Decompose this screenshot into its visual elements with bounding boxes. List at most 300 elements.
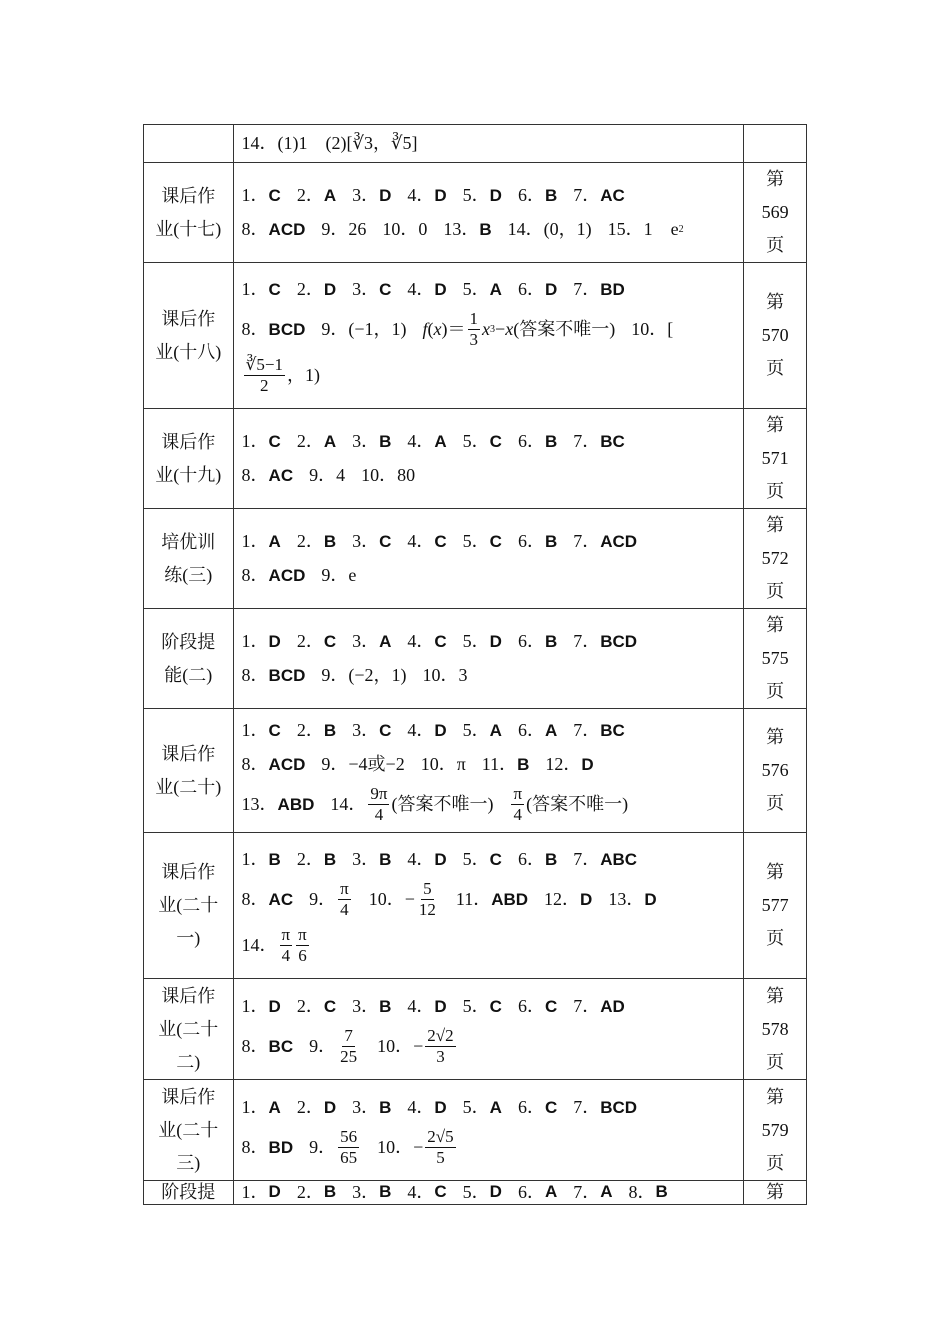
answer-choice: A bbox=[489, 280, 502, 299]
section-label: 课后作业(二十一) bbox=[144, 833, 234, 979]
answer-text: 1． bbox=[241, 631, 269, 651]
answer-text: 8． bbox=[241, 465, 269, 485]
answer-text: 2． bbox=[296, 1096, 324, 1117]
answer-text: 3． bbox=[352, 279, 380, 299]
answer-choice: B bbox=[323, 1182, 337, 1201]
answer-line bbox=[242, 659, 740, 693]
page-ref-part: 570 bbox=[761, 325, 789, 345]
denominator: 4 bbox=[281, 946, 291, 965]
answer-text: 5． bbox=[462, 1182, 490, 1202]
section-label: 培优训练(三) bbox=[144, 509, 234, 609]
answer-choice: C bbox=[544, 996, 558, 1016]
answer-choice: D bbox=[489, 1182, 502, 1201]
page-ref-part: 579 bbox=[761, 1119, 789, 1140]
section-label: 课后作业(十八) bbox=[144, 263, 234, 409]
answer-text: 15．1 e bbox=[607, 219, 679, 239]
answer-choice: B bbox=[544, 432, 558, 451]
answer-choice: A bbox=[323, 432, 337, 451]
answer-choice: A bbox=[434, 432, 447, 451]
page-ref bbox=[744, 409, 807, 509]
answers-cell bbox=[233, 263, 744, 409]
answer-choice: ABC bbox=[600, 850, 638, 869]
page-ref-part: 第 bbox=[766, 515, 785, 535]
numerator: 2√2 bbox=[427, 1025, 454, 1045]
answer-choice: C bbox=[379, 721, 392, 740]
page-ref-part: 页 bbox=[766, 1152, 785, 1173]
answer-text: 8． bbox=[241, 754, 269, 774]
answer-text: 4． bbox=[407, 631, 435, 651]
answer-text: 3． bbox=[352, 531, 380, 551]
answer-text: 9．−4或−2 bbox=[321, 754, 405, 774]
denominator: 2 bbox=[260, 376, 269, 395]
answers-cell bbox=[233, 609, 744, 709]
page-ref-part: 第 bbox=[766, 1182, 785, 1202]
answer-text: 6． bbox=[517, 631, 545, 651]
table-row bbox=[144, 833, 807, 979]
answer-text: 4． bbox=[407, 1096, 435, 1117]
answer-text: 4． bbox=[407, 1182, 435, 1202]
answer-text: 4． bbox=[407, 720, 435, 740]
page-ref bbox=[744, 263, 807, 409]
answer-choice: B bbox=[379, 432, 392, 451]
table-row bbox=[144, 609, 807, 709]
answer-text: 3． bbox=[352, 720, 380, 740]
answer-choice: BCD bbox=[600, 632, 638, 651]
answer-text: 10．π bbox=[420, 754, 466, 774]
page-ref-part: 页 bbox=[766, 581, 785, 601]
answer-choice: B bbox=[379, 850, 392, 869]
answer-choice: B bbox=[323, 850, 337, 869]
answer-choice: C bbox=[379, 280, 392, 299]
fraction bbox=[368, 784, 389, 825]
table-row bbox=[144, 263, 807, 409]
answer-text: 5． bbox=[462, 1096, 490, 1117]
answers-cell bbox=[233, 509, 744, 609]
page-ref bbox=[744, 833, 807, 979]
answer-text: 13． bbox=[241, 794, 278, 814]
answer-text: 14． bbox=[330, 794, 367, 814]
answer-choice: C bbox=[489, 850, 502, 869]
answers-cell bbox=[233, 1181, 744, 1205]
answer-choice: B bbox=[517, 755, 530, 774]
answer-choice: BCD bbox=[268, 666, 306, 685]
section-label: 阶段提 bbox=[144, 1181, 234, 1205]
answer-text: 7． bbox=[573, 849, 601, 869]
fraction bbox=[338, 1127, 359, 1168]
page-ref bbox=[744, 709, 807, 833]
answer-text: 8． bbox=[241, 1136, 269, 1157]
answer-text: (答案不唯一) bbox=[513, 319, 616, 339]
answer-choice: A bbox=[268, 1097, 281, 1117]
answer-choice: D bbox=[580, 890, 593, 909]
answer-choice: D bbox=[489, 632, 502, 651]
answer-text: 5． bbox=[462, 720, 490, 740]
answer-text: 4． bbox=[407, 995, 435, 1016]
page-ref bbox=[744, 509, 807, 609]
page-ref-part: 577 bbox=[761, 895, 789, 915]
answer-choice: D bbox=[268, 996, 281, 1016]
answer-choice: ACD bbox=[268, 220, 306, 239]
answer-text: 3． bbox=[352, 631, 380, 651]
page-ref-part: 576 bbox=[761, 760, 789, 780]
answer-choice: D bbox=[434, 996, 447, 1016]
answer-line bbox=[242, 127, 740, 161]
answer-choice: D bbox=[379, 186, 392, 205]
answer-line bbox=[242, 1023, 740, 1069]
numerator: π bbox=[281, 925, 291, 944]
denominator: 25 bbox=[340, 1046, 358, 1066]
answer-choice: D bbox=[434, 280, 447, 299]
table-row bbox=[144, 979, 807, 1080]
answer-choice: D bbox=[268, 632, 281, 651]
answer-text: f bbox=[422, 319, 428, 339]
answer-choice: D bbox=[323, 1097, 337, 1117]
answer-choice: C bbox=[268, 186, 281, 205]
answer-choice: D bbox=[544, 280, 558, 299]
answer-text: 1． bbox=[241, 1182, 269, 1202]
answer-text: 6． bbox=[517, 720, 545, 740]
answer-text: 6． bbox=[517, 1096, 545, 1117]
answer-choice: D bbox=[268, 1182, 281, 1201]
answer-choice: B bbox=[655, 1182, 668, 1201]
answer-text: 8． bbox=[241, 889, 269, 909]
answer-text: 2． bbox=[296, 279, 324, 299]
answer-choice: C bbox=[489, 996, 502, 1016]
answer-choice: D bbox=[644, 890, 657, 909]
answer-choice: D bbox=[323, 280, 337, 299]
answer-choice: B bbox=[323, 721, 337, 740]
answer-text: 2． bbox=[296, 720, 324, 740]
answer-text: 5． bbox=[462, 531, 490, 551]
table-row bbox=[144, 125, 807, 163]
answer-text: x bbox=[482, 319, 491, 339]
answer-text: 4． bbox=[407, 431, 435, 451]
answer-line bbox=[242, 273, 740, 307]
answer-text: x bbox=[433, 319, 442, 339]
page-ref-part: 569 bbox=[761, 202, 789, 222]
answer-choice: BCD bbox=[268, 320, 306, 339]
answer-choice: ACD bbox=[268, 566, 306, 585]
answer-choice: ABD bbox=[491, 890, 529, 909]
answer-choice: A bbox=[268, 532, 281, 551]
answer-text: 7． bbox=[573, 431, 601, 451]
answer-text: 10．− bbox=[377, 1035, 424, 1056]
answer-text: 2 bbox=[678, 223, 684, 235]
fraction bbox=[244, 355, 285, 396]
answer-text: 7． bbox=[573, 631, 601, 651]
fraction bbox=[468, 309, 481, 350]
answer-text: 5． bbox=[462, 995, 490, 1016]
fraction bbox=[338, 1026, 359, 1067]
answer-text: 9．e bbox=[321, 565, 357, 585]
answer-text: 8． bbox=[241, 319, 269, 339]
answer-text: 1． bbox=[241, 720, 269, 740]
answer-text: 9． bbox=[309, 1136, 337, 1157]
section-label: 课后作业(二十三) bbox=[144, 1080, 234, 1181]
page-ref-part: 页 bbox=[766, 235, 785, 255]
page-ref-part: 第 bbox=[766, 862, 785, 882]
answer-text: 8． bbox=[241, 665, 269, 685]
answer-text: 12． bbox=[544, 889, 581, 909]
answer-text: 2． bbox=[296, 185, 324, 205]
answer-choice: B bbox=[323, 532, 337, 551]
answer-line bbox=[242, 843, 740, 877]
answer-text: 1． bbox=[241, 849, 269, 869]
answer-choice: B bbox=[544, 186, 558, 205]
answer-line bbox=[242, 179, 740, 213]
answer-text: x bbox=[505, 319, 514, 339]
answer-choice: ACD bbox=[600, 532, 638, 551]
page-ref bbox=[744, 125, 807, 163]
page-ref bbox=[744, 1181, 807, 1205]
numerator: 1 bbox=[469, 309, 479, 328]
numerator: 56 bbox=[340, 1126, 358, 1146]
answer-line bbox=[242, 1124, 740, 1170]
answer-text: (答案不唯一) bbox=[526, 794, 629, 814]
answers-cell bbox=[233, 979, 744, 1080]
answer-text: 3． bbox=[352, 431, 380, 451]
answer-choice: B bbox=[268, 850, 281, 869]
answer-text: 4． bbox=[407, 849, 435, 869]
answer-text: 1． bbox=[241, 1096, 269, 1117]
answer-text: 7． bbox=[573, 720, 601, 740]
answers-cell bbox=[233, 1080, 744, 1181]
answer-text: (答案不唯一) bbox=[391, 794, 494, 814]
answer-text: 2． bbox=[296, 431, 324, 451]
answer-choice: D bbox=[434, 850, 447, 869]
denominator: 4 bbox=[340, 900, 349, 919]
page-ref-part: 第 bbox=[766, 292, 785, 312]
page-ref-part: 页 bbox=[766, 358, 785, 378]
answer-choice: A bbox=[544, 1182, 558, 1201]
answer-text: 14．(1)1 (2) bbox=[241, 133, 347, 153]
answer-line bbox=[242, 782, 740, 828]
page-ref bbox=[744, 163, 807, 263]
numerator: 5 bbox=[423, 879, 432, 898]
answer-choice: B bbox=[379, 1097, 392, 1117]
answer-choice: ACD bbox=[268, 755, 306, 774]
answer-text: 8． bbox=[241, 219, 269, 239]
answer-text: 10．[ bbox=[631, 319, 674, 339]
page-ref bbox=[744, 1080, 807, 1181]
answer-text: 3 bbox=[490, 323, 496, 335]
answer-choice: B bbox=[479, 220, 492, 239]
answer-choice: A bbox=[489, 721, 502, 740]
answer-choice: C bbox=[489, 432, 502, 451]
answer-line bbox=[242, 989, 740, 1023]
page-ref-part: 页 bbox=[766, 681, 785, 701]
page-ref-part: 页 bbox=[766, 481, 785, 501]
answer-text: 4． bbox=[407, 185, 435, 205]
answer-choice: B bbox=[379, 1182, 392, 1201]
page-ref bbox=[744, 609, 807, 709]
answer-text: 10．− bbox=[377, 1136, 424, 1157]
answer-text: 7． bbox=[573, 531, 601, 551]
fraction bbox=[511, 784, 524, 825]
table-row bbox=[144, 163, 807, 263]
answer-text: 4． bbox=[407, 531, 435, 551]
answer-text: 9．4 bbox=[309, 465, 346, 485]
answer-choice: B bbox=[379, 996, 392, 1016]
page-ref-part: 571 bbox=[761, 448, 789, 468]
answer-line bbox=[242, 459, 740, 493]
answer-text: 5． bbox=[462, 631, 490, 651]
answer-text: 6． bbox=[517, 995, 545, 1016]
page-ref-part: 第 bbox=[766, 727, 785, 747]
answer-text: [∛3，∛5] bbox=[346, 133, 418, 153]
numerator: 9π bbox=[370, 784, 388, 803]
answer-text: 9．(−1，1) bbox=[321, 319, 407, 339]
table-row bbox=[144, 509, 807, 609]
answer-choice: C bbox=[434, 532, 447, 551]
page-ref-part: 第 bbox=[766, 1086, 785, 1107]
denominator: 5 bbox=[436, 1147, 445, 1167]
answer-text: 9．(−2，1) bbox=[321, 665, 407, 685]
section-label: 阶段提能(二) bbox=[144, 609, 234, 709]
answer-choice: A bbox=[544, 721, 558, 740]
answer-choice: C bbox=[379, 532, 392, 551]
answer-line bbox=[242, 307, 740, 353]
answers-cell bbox=[233, 125, 744, 163]
answer-choice: BC bbox=[600, 721, 625, 740]
answer-choice: C bbox=[268, 280, 281, 299]
answer-choice: BCD bbox=[600, 1097, 638, 1117]
answer-line bbox=[242, 559, 740, 593]
section-label: 课后作业(十九) bbox=[144, 409, 234, 509]
table-row bbox=[144, 709, 807, 833]
answer-line bbox=[242, 877, 740, 923]
answer-choice: C bbox=[544, 1097, 558, 1117]
answer-choice: ABD bbox=[277, 795, 315, 814]
answer-choice: C bbox=[434, 1182, 447, 1201]
answer-text: ( bbox=[427, 319, 434, 339]
answer-text: 2． bbox=[296, 631, 324, 651]
answer-text: 6． bbox=[517, 185, 545, 205]
answer-text: 6． bbox=[517, 279, 545, 299]
answer-text: 1． bbox=[241, 431, 269, 451]
answer-text: 10．− bbox=[368, 889, 415, 909]
answer-line bbox=[242, 1090, 740, 1124]
answer-text: 3． bbox=[352, 849, 380, 869]
answer-text: 7． bbox=[573, 279, 601, 299]
answer-choice: C bbox=[268, 432, 281, 451]
answer-text: 1． bbox=[241, 185, 269, 205]
answer-choice: BD bbox=[268, 1137, 294, 1157]
answer-text: 14． bbox=[241, 935, 278, 955]
answer-choice: A bbox=[489, 1097, 502, 1117]
fraction bbox=[280, 925, 293, 966]
denominator: 4 bbox=[513, 805, 523, 824]
denominator: 12 bbox=[418, 900, 436, 919]
answer-text: 2． bbox=[296, 531, 324, 551]
section-label bbox=[144, 125, 234, 163]
answer-choice: B bbox=[544, 532, 558, 551]
numerator: π bbox=[340, 879, 349, 898]
answer-text: 8． bbox=[241, 565, 269, 585]
answer-choice: D bbox=[434, 186, 447, 205]
answer-choice: A bbox=[323, 186, 337, 205]
section-label: 课后作业(十七) bbox=[144, 163, 234, 263]
answer-table bbox=[143, 124, 807, 1205]
answer-text: 3． bbox=[352, 1182, 380, 1202]
answer-text: 3． bbox=[352, 1096, 380, 1117]
answers-cell bbox=[233, 709, 744, 833]
answer-text: 10．0 bbox=[382, 219, 428, 239]
table-row bbox=[144, 409, 807, 509]
answer-choice: AC bbox=[268, 466, 294, 485]
answer-text: 7． bbox=[573, 1182, 601, 1202]
answer-text: 4． bbox=[407, 279, 435, 299]
answer-text: − bbox=[495, 319, 506, 339]
answer-text: 10．80 bbox=[361, 465, 416, 485]
fraction bbox=[296, 925, 309, 966]
answer-text: )＝ bbox=[441, 319, 466, 339]
answer-choice: B bbox=[544, 632, 558, 651]
answer-choice: A bbox=[379, 632, 392, 651]
numerator: 7 bbox=[344, 1025, 353, 1045]
answer-text: 2． bbox=[296, 995, 324, 1016]
answer-text: 13． bbox=[608, 889, 645, 909]
answer-text: 1． bbox=[241, 279, 269, 299]
answer-text: 8． bbox=[628, 1182, 656, 1202]
answer-text: 3． bbox=[352, 995, 380, 1016]
answer-line bbox=[242, 1181, 740, 1203]
answer-text: 9．26 bbox=[321, 219, 367, 239]
answer-text: 6． bbox=[517, 531, 545, 551]
answer-choice: B bbox=[544, 850, 558, 869]
answer-text: 6． bbox=[517, 431, 545, 451]
numerator: 2√5 bbox=[427, 1126, 454, 1146]
answer-text: 11． bbox=[455, 889, 492, 909]
answer-choice: C bbox=[434, 632, 447, 651]
answer-text: 7． bbox=[573, 995, 601, 1016]
denominator: 6 bbox=[298, 946, 307, 965]
numerator: ∛5−1 bbox=[245, 355, 283, 374]
answer-table-body bbox=[144, 125, 807, 1205]
answer-text: 8． bbox=[241, 1035, 269, 1056]
answer-line bbox=[242, 625, 740, 659]
answer-text: 5． bbox=[462, 431, 490, 451]
answer-choice: BC bbox=[600, 432, 625, 451]
answer-text: 2． bbox=[296, 849, 324, 869]
page-ref-part: 页 bbox=[766, 793, 785, 813]
answer-choice: C bbox=[323, 632, 337, 651]
section-label: 课后作业(二十二) bbox=[144, 979, 234, 1080]
answer-text: 1． bbox=[241, 995, 269, 1016]
answer-choice: D bbox=[489, 186, 502, 205]
page-ref-part: 页 bbox=[766, 1051, 785, 1072]
answer-line bbox=[242, 714, 740, 748]
page-ref-part: 第 bbox=[766, 615, 785, 635]
answer-line bbox=[242, 525, 740, 559]
answer-choice: AC bbox=[268, 890, 294, 909]
page-ref-part: 第 bbox=[766, 415, 785, 435]
answers-cell bbox=[233, 833, 744, 979]
answer-text: ，1) bbox=[286, 365, 320, 385]
page-ref-part: 575 bbox=[761, 648, 789, 668]
denominator: 3 bbox=[436, 1046, 445, 1066]
page-ref-part: 572 bbox=[761, 548, 789, 568]
answer-line bbox=[242, 213, 740, 247]
fraction bbox=[417, 879, 438, 920]
answer-text: 10．3 bbox=[422, 665, 468, 685]
answer-choice: D bbox=[434, 721, 447, 740]
numerator: π bbox=[513, 784, 523, 803]
denominator: 4 bbox=[374, 805, 384, 824]
section-label: 课后作业(二十) bbox=[144, 709, 234, 833]
answer-text: 9． bbox=[309, 889, 337, 909]
answer-choice: BD bbox=[600, 280, 625, 299]
